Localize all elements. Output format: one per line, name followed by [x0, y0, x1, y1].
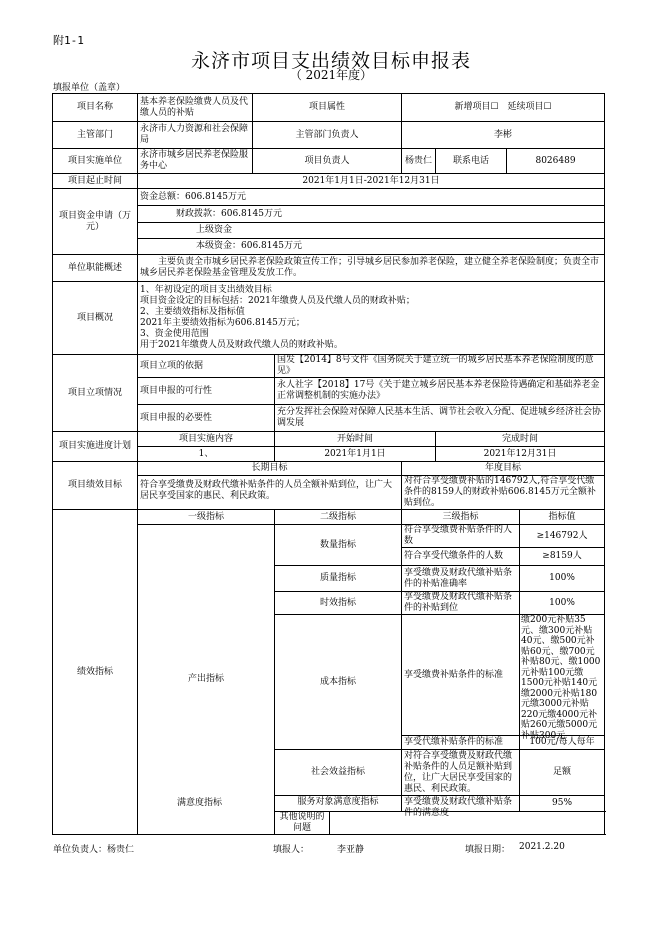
schedule-end: 2021年12月31日: [436, 447, 605, 462]
schedule-start: 2021年1月1日: [275, 447, 436, 462]
schedule-content: 1、: [138, 447, 275, 462]
service-satisfaction-value: 95%: [520, 796, 605, 812]
level1-header: 一级指标: [138, 510, 275, 525]
other-text: [330, 812, 605, 835]
necessity-label: 项目申报的必要性: [138, 405, 275, 432]
overview-line: 项目资金设定的目标包括：2021年缴费人员及代缴人员的财政补贴；: [140, 296, 415, 306]
quality-indicator-label: 质量指标: [275, 566, 402, 592]
service-satisfaction-label: 服务对象满意度指标: [275, 796, 402, 812]
basis-text: 国发【2014】8号文件《国务院关于建立统一的城乡居民基本养老保险制度的意见》: [275, 355, 605, 378]
schedule-start-header: 开始时间: [275, 432, 436, 447]
cost-1-name: 享受缴费补贴条件的标准: [402, 615, 520, 736]
satisfaction-indicator-label: 满意度指标: [176, 798, 222, 808]
dept-value: 永济市人力资源和社会保障局: [138, 122, 253, 149]
level3-header: 三级指标: [402, 510, 520, 525]
project-name-value: 基本养老保险缴费人员及代缴人员的补贴: [138, 94, 253, 122]
overview-line: 用于2021年缴费人员及财政代缴人员的财政补贴。: [140, 340, 343, 350]
form-year: （ 2021年度）: [289, 68, 373, 82]
output-indicator-label: 产出指标: [138, 525, 275, 835]
overview-label: 项目概况: [53, 282, 138, 355]
reporting-unit-label: 填报单位（盖章）: [53, 83, 126, 93]
service-satisfaction-name: 享受缴费及财政代缴补贴条件的满意度: [402, 796, 520, 812]
time-indicator-label: 时效指标: [275, 592, 402, 615]
overview-line: 2、主要绩效指标及指标值: [140, 307, 245, 317]
row-impl-unit: [53, 149, 605, 174]
impl-unit-value: 永济市城乡居民养老保险服务中心: [138, 149, 253, 174]
funds-upper: 上级资金: [138, 223, 605, 239]
row-duty: [53, 255, 605, 282]
unit-head: 单位负责人：杨贵仁: [53, 845, 135, 855]
dept-label: 主管部门: [53, 122, 138, 149]
quantity-2-name: 符合享受代缴条件的人数: [402, 548, 520, 566]
attachment-number: 附1-1: [53, 34, 84, 47]
duty-label: 单位职能概述: [53, 255, 138, 282]
social-name: 对符合享受缴费及财政代缴补贴条件的人员足额补贴到位，让广大居民享受国家的惠民、利民政策。: [402, 750, 520, 796]
schedule-end-header: 完成时间: [436, 432, 605, 447]
filler-name: 李亚静: [337, 845, 365, 855]
phone-value: 8026489: [535, 155, 576, 166]
dept-head-label: 主管部门负责人: [253, 122, 402, 149]
funds-total: 资金总额：606.8145万元: [138, 189, 605, 206]
period-label: 项目起止时间: [53, 174, 138, 189]
quantity-1-value: ≥146792人: [520, 525, 605, 548]
date-label: 填报日期：: [465, 845, 511, 855]
quantity-indicator-label: 数量指标: [275, 525, 402, 566]
row-project-name: [53, 94, 605, 122]
filler-label: 填报人：: [273, 845, 310, 855]
social-indicator-label: 社会效益指标: [275, 750, 402, 796]
leader-label: 项目负责人: [253, 149, 402, 174]
year-goal-header: 年度目标: [402, 462, 605, 476]
cost-indicator-label: 成本指标: [275, 615, 402, 750]
row-goals-header: [53, 462, 605, 476]
schedule-content-header: 项目实施内容: [138, 432, 275, 447]
feasibility-label: 项目申报的可行性: [138, 378, 275, 405]
leader-value: 杨贵仁: [402, 149, 436, 174]
row-basis: [53, 355, 605, 378]
row-dept: [53, 122, 605, 149]
funds-label: 项目资金申请（万元）: [53, 189, 138, 255]
indicator-value-header: 指标值: [520, 510, 605, 525]
time-name: 享受缴费及财政代缴补贴条件的补贴到位: [402, 592, 520, 615]
quantity-2-value: ≥8159人: [520, 548, 605, 566]
quantity-1-name: 符合享受缴费补贴条件的人数: [402, 525, 520, 548]
funds-own: 本级资金：606.8145万元: [138, 239, 605, 255]
overview-line: 2021年主要绩效指标为606.8145万元；: [140, 318, 305, 328]
form-title: 永济市项目支出绩效目标申报表: [190, 50, 471, 72]
project-name-label: 项目名称: [53, 94, 138, 122]
level2-header: 二级指标: [275, 510, 402, 525]
funds-fiscal: 财政拨款：606.8145万元: [138, 206, 605, 223]
row-overview: [53, 282, 605, 355]
necessity-text: 充分发挥社会保险对保障人民基本生活、调节社会收入分配、促进城乡经济社会协调发展: [275, 405, 605, 432]
phone-label: 联系电话: [436, 149, 507, 173]
quality-name: 享受缴费及财政代缴补贴条件的补贴准确率: [402, 566, 520, 592]
goals-label: 项目绩效目标: [53, 462, 138, 510]
row-funds-total: [53, 189, 605, 206]
cost-1-value: 缴200元补贴35元、缴300元补贴40元、缴500元补贴60元、缴700元补贴80元、缴1000元补贴100元缴1500元补贴140元缴2000元补贴180元缴3000元补贴220元缴4000元补贴260元缴5000元补贴300元: [520, 615, 605, 736]
project-attr-label: 项目属性: [253, 94, 402, 122]
indicators-label: 绩效指标: [53, 510, 138, 835]
dept-head-value: 李彬: [402, 122, 605, 149]
row-period: [53, 174, 605, 189]
project-attr-value: 新增项目☐ 延续项目☐: [402, 94, 605, 122]
period-value: 2021年1月1日-2021年12月31日: [138, 174, 605, 189]
overview-text: [138, 282, 605, 355]
performance-target-form: [52, 93, 605, 835]
schedule-label: 项目实施进度计划: [53, 432, 138, 462]
impl-unit-label: 项目实施单位: [53, 149, 138, 174]
row-schedule-header: [53, 432, 605, 447]
basis-label: 项目立项的依据: [138, 355, 275, 378]
time-value: 100%: [520, 592, 605, 615]
date-value: 2021.2.20: [519, 842, 565, 852]
long-goal-header: 长期目标: [138, 462, 402, 476]
quality-value: 100%: [520, 566, 605, 592]
establish-label: 项目立项情况: [53, 355, 138, 432]
long-goal-text: 符合享受缴费及财政代缴补贴条件的人员全额补贴到位，让广大居民享受国家的惠民、利民政策。: [138, 476, 402, 510]
other-label: 其他说明的问题: [275, 812, 330, 835]
row-indicator-header: [53, 510, 605, 525]
overview-line: 1、年初设定的项目支出绩效目标: [140, 285, 272, 295]
social-value: 足额: [520, 750, 605, 796]
year-goal-text: 对符合享受缴费补贴的146792人,符合享受代缴条件的8159人的财政补贴606.8145万元全额补贴到位。: [402, 476, 605, 510]
duty-text: 主要负责全市城乡居民养老保险政策宣传工作；引导城乡居民参加养老保险，建立健全养老保险制度；负责全市城乡居民养老保险基金管理及发放工作。: [138, 255, 605, 282]
cost-2-value: 100元/每人每年: [520, 736, 605, 750]
cost-2-name: 享受代缴补贴条件的标准: [402, 736, 520, 750]
feasibility-text: 永人社字【2018】17号《关于建立城乡居民基本养老保险待遇确定和基础养老金正常调整机制的实施办法》: [275, 378, 605, 405]
overview-line: 3、资金使用范围: [140, 329, 209, 339]
